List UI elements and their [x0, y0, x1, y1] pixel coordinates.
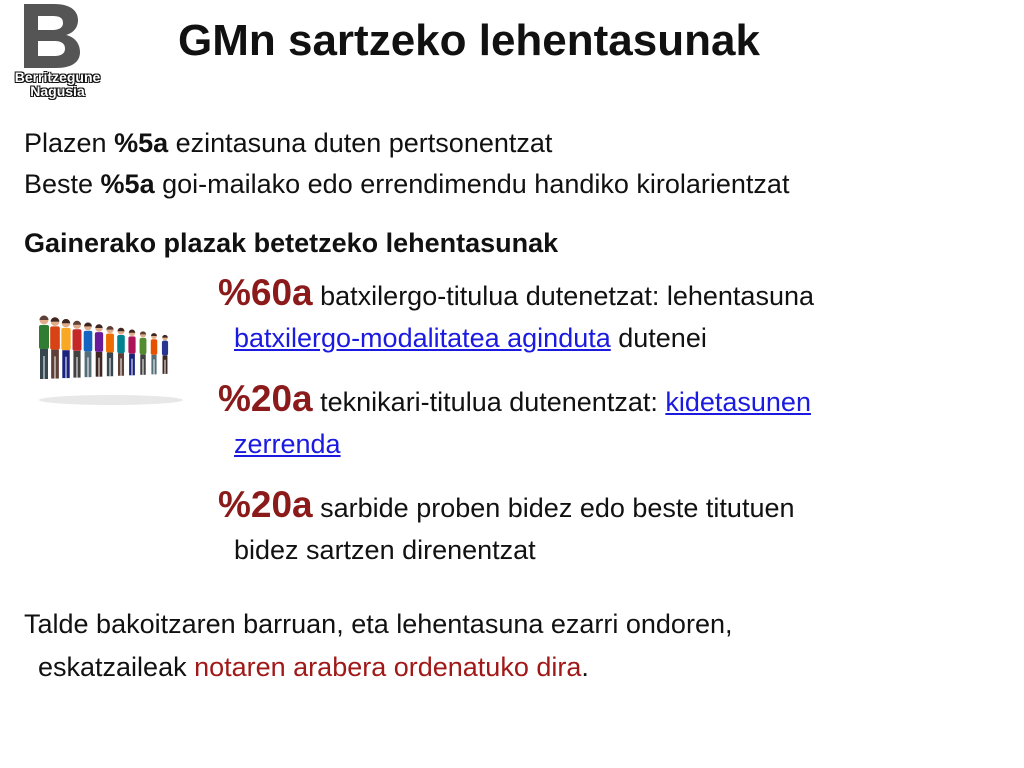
- priority-text: sarbide proben bidez edo beste titutuen: [312, 493, 795, 523]
- quota-text: ezintasuna duten pertsonentzat: [168, 128, 553, 158]
- priority-3-line-2: bidez sartzen direnentzat: [234, 535, 536, 565]
- priority-percent: %20a: [218, 378, 313, 419]
- priority-percent: %20a: [218, 484, 313, 525]
- berritzegune-logo: [0, 0, 115, 108]
- footer-line-1: Talde bakoitzaren barruan, eta lehentasuna ezarri ondoren,: [24, 609, 733, 639]
- person-figure: [117, 328, 125, 376]
- quota-percent: %5a: [114, 128, 169, 158]
- batxilergo-modalitatea-link[interactable]: batxilergo-modalitatea aginduta: [234, 323, 611, 353]
- priority-3-line-1: [218, 484, 795, 525]
- person-figure: [50, 317, 60, 378]
- quota-line-athletes: [24, 168, 789, 200]
- person-figure: [73, 321, 82, 378]
- kidetasunen-zerrenda-link[interactable]: kidetasunen: [665, 387, 811, 417]
- footer-text: .: [581, 652, 589, 682]
- quota-percent: %5a: [100, 169, 155, 199]
- priority-text: batxilergo-titulua dutenetzat: lehentasuna: [312, 281, 814, 311]
- logo-text-line-2: Nagusia: [30, 83, 85, 99]
- quota-text: Plazen: [24, 128, 115, 158]
- person-figure: [162, 335, 168, 374]
- person-figure: [106, 326, 114, 376]
- priority-text: teknikari-titulua dutenentzat:: [312, 387, 666, 417]
- logo-text-line-1: Berritzegune: [14, 69, 101, 85]
- priority-text: dutenei: [610, 323, 707, 353]
- quota-text: goi-mailako edo errendimendu handiko kirolarientzat: [154, 169, 790, 199]
- person-figure: [61, 319, 70, 378]
- person-figure: [84, 323, 93, 378]
- priority-1-line-2: [234, 322, 707, 354]
- person-figure: [151, 333, 158, 374]
- footer-line-2: [38, 651, 589, 683]
- priority-percent: %60a: [218, 272, 313, 313]
- footer-text: eskatzaileak: [38, 652, 195, 682]
- person-figure: [39, 316, 49, 380]
- quota-line-disability: [24, 127, 552, 159]
- person-figure: [95, 324, 103, 376]
- person-figure: [128, 330, 135, 376]
- kidetasunen-zerrenda-link[interactable]: zerrenda: [234, 429, 341, 459]
- priority-2-line-2: [234, 428, 341, 460]
- b-logo-icon: [20, 2, 82, 70]
- priority-2-line-1: [218, 378, 811, 419]
- person-figure: [140, 331, 147, 374]
- slide-title: GMn sartzeko lehentasunak: [178, 16, 760, 65]
- quota-text: Beste: [24, 169, 101, 199]
- priority-1-line-1: [218, 272, 814, 313]
- people-group-icon: [36, 308, 186, 408]
- footer-highlight: notaren arabera ordenatuko dira: [194, 652, 582, 682]
- priorities-heading: Gainerako plazak betetzeko lehentasunak: [24, 228, 559, 258]
